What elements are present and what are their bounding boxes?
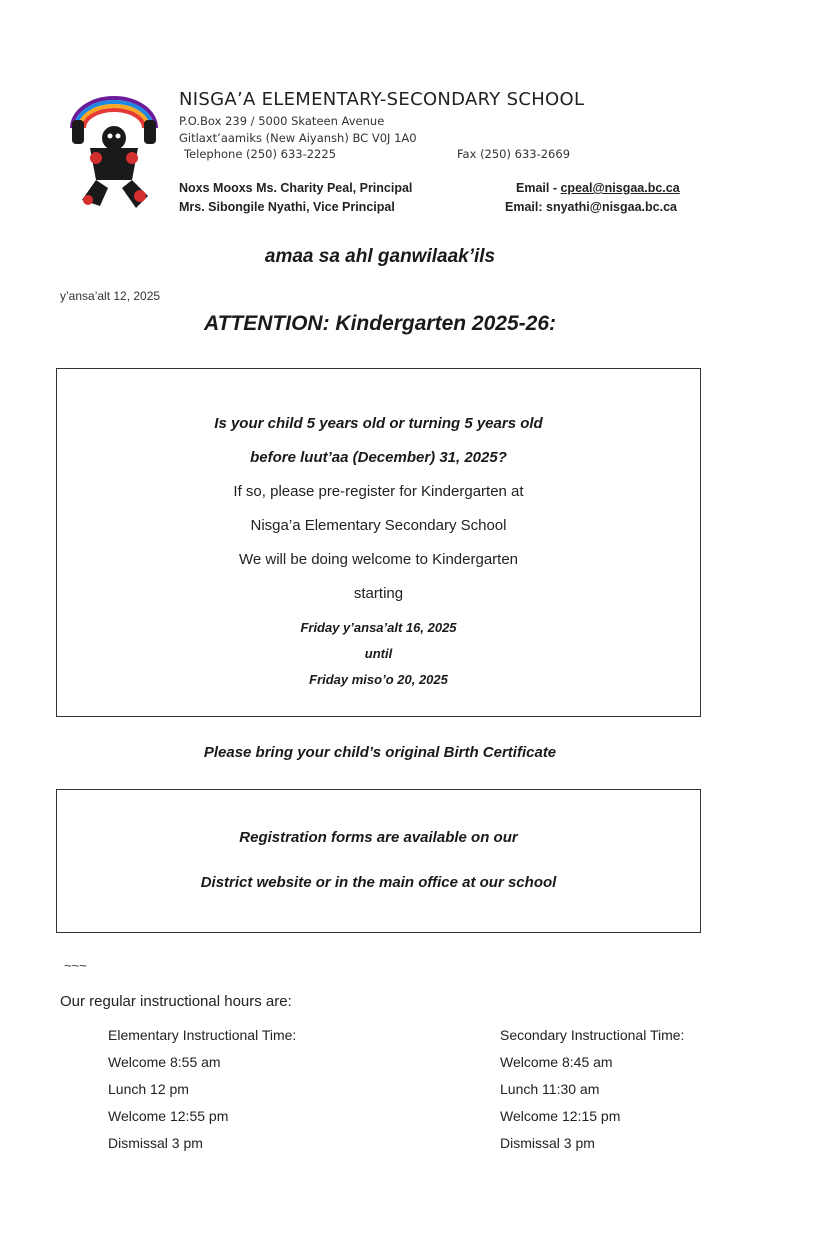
telephone: Telephone (250) 633-2225 xyxy=(184,147,337,161)
start-date: Friday y’ansa’alt 16, 2025 xyxy=(300,620,457,635)
elementary-item: Lunch 12 pm xyxy=(108,1081,189,1097)
page-title: ATTENTION: Kindergarten 2025-26: xyxy=(203,312,556,335)
info-line-5: We will be doing welcome to Kindergarten xyxy=(238,551,519,568)
elementary-item: Dismissal 3 pm xyxy=(108,1135,203,1151)
elementary-title: Elementary Instructional Time: xyxy=(108,1027,297,1043)
school-name: NISGA’A ELEMENTARY-SECONDARY SCHOOL xyxy=(179,89,585,110)
elementary-item: Welcome 8:55 am xyxy=(108,1054,221,1070)
letter-date: y’ansa’alt 12, 2025 xyxy=(60,289,161,303)
info-line-1: Is your child 5 years old or turning 5 years old xyxy=(214,415,543,432)
elementary-item: Welcome 12:55 pm xyxy=(108,1108,229,1124)
kindergarten-info-box xyxy=(56,368,701,717)
birth-certificate-note: Please bring your child’s original Birth Certificate xyxy=(203,744,557,761)
vice-principal-email: snyathi@nisgaa.bc.ca xyxy=(546,200,677,214)
principal-email-row xyxy=(516,181,680,195)
separator: ~~~ xyxy=(64,958,87,973)
school-logo xyxy=(60,88,168,216)
vice-principal-email-label: Email: xyxy=(505,200,543,214)
secondary-item: Welcome 8:45 am xyxy=(500,1054,613,1070)
address-line-2: Gitlaxt’aamiks (New Aiyansh) BC V0J 1A0 xyxy=(179,131,417,145)
info-line-6: starting xyxy=(353,585,404,602)
registration-forms-box xyxy=(56,789,701,933)
address-line-1: P.O.Box 239 / 5000 Skateen Avenue xyxy=(179,114,385,128)
secondary-item: Dismissal 3 pm xyxy=(500,1135,595,1151)
motto: amaa sa ahl ganwilaak’ils xyxy=(264,246,496,267)
hours-intro: Our regular instructional hours are: xyxy=(60,993,292,1010)
registration-line-1: Registration forms are available on our xyxy=(239,829,518,846)
secondary-item: Welcome 12:15 pm xyxy=(500,1108,621,1124)
fax: Fax (250) 633-2669 xyxy=(457,147,571,161)
secondary-title: Secondary Instructional Time: xyxy=(500,1027,685,1043)
secondary-item: Lunch 11:30 am xyxy=(500,1081,600,1097)
registration-line-2: District website or in the main office at our school xyxy=(200,874,557,891)
principal-email-label: Email - xyxy=(516,181,557,195)
strongman-logo-icon xyxy=(60,88,168,216)
info-line-3: If so, please pre-register for Kindergarten at xyxy=(233,483,524,500)
vice-principal-name: Mrs. Sibongile Nyathi, Vice Principal xyxy=(179,200,395,214)
until-label: until xyxy=(364,646,393,661)
principal-name: Noxs Mooxs Ms. Charity Peal, Principal xyxy=(179,181,413,195)
vice-principal-email-row xyxy=(505,200,677,214)
principal-email-link[interactable]: cpeal@nisgaa.bc.ca xyxy=(560,181,680,195)
info-line-2: before luut’aa (December) 31, 2025? xyxy=(250,449,507,466)
end-date: Friday miso’o 20, 2025 xyxy=(309,672,448,687)
info-line-4: Nisga’a Elementary Secondary School xyxy=(250,517,507,534)
